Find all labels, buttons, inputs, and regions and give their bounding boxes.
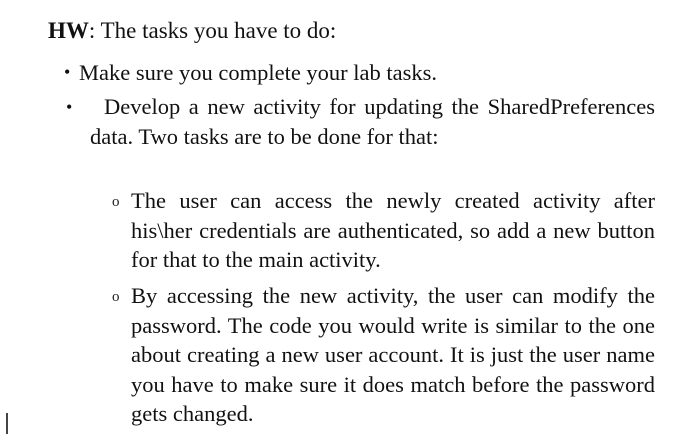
heading-text: : The tasks you have to do: [88, 18, 337, 43]
bullet-1: • [64, 62, 71, 82]
sub-item-2-text: By accessing the new activity, the user can modify the password. The code you would write is similar to the one about creating a new user account. It is just the user name you have to make sure it does match before the password gets changed. [131, 283, 655, 426]
sub-bullet-2: o [112, 289, 120, 305]
list-item-1-text: Make sure you complete your lab tasks. [79, 60, 438, 85]
list-item-2-text: Develop a new activity for updating the SharedPreferences data. Two tasks are to be done for that: [90, 94, 655, 149]
sub-bullet-1: o [112, 194, 120, 210]
text-cursor [6, 413, 8, 434]
homework-heading [48, 17, 336, 45]
heading-bold-label: HW [48, 18, 89, 43]
sub-item-1-text: The user can access the newly created activity after his\her credentials are authenticated, so add a new button for that to the main activity. [131, 188, 655, 272]
bullet-2: • [66, 97, 73, 117]
